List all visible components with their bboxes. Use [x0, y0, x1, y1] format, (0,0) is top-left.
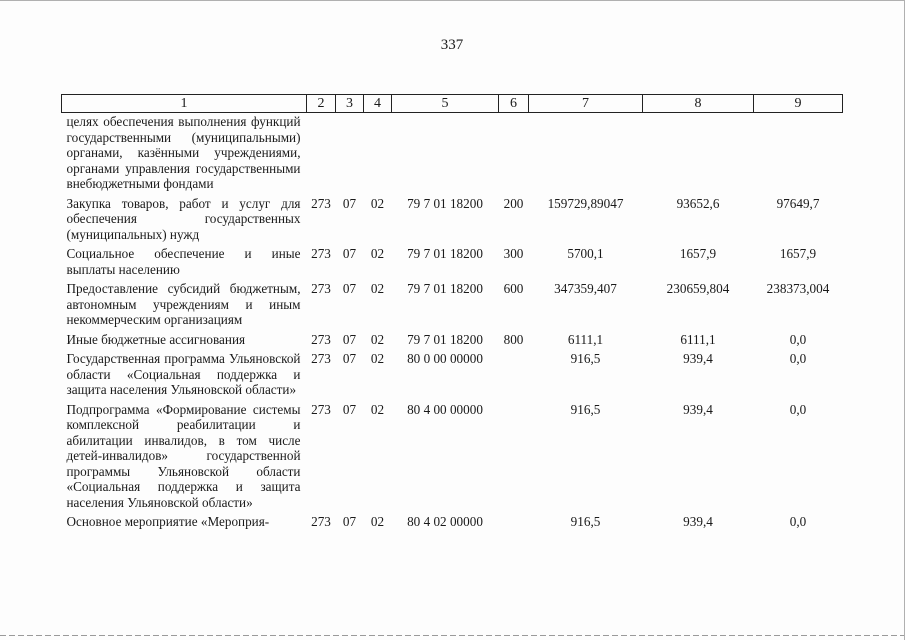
- cell-amount-year1: 916,5: [570, 351, 601, 366]
- row-name: целях обеспечения выполнения функций государственными (муниципальными) органами, казёнными учреждениями, органами управления государственными внебюджетными фондами: [66, 114, 301, 191]
- cell-section: 07: [342, 401, 357, 417]
- cell-expense-type: 600: [503, 281, 524, 296]
- table-row: [62, 113, 843, 195]
- table-header: [62, 95, 843, 113]
- cell-amount-year1: 347359,407: [554, 281, 617, 296]
- cell-expense-type: 200: [503, 195, 524, 211]
- column-header: 7: [529, 95, 643, 113]
- cell-admin-code: 273: [311, 514, 331, 529]
- scan-edge-line: [0, 635, 904, 636]
- cell-admin-code: 273: [311, 281, 331, 296]
- cell-amount-year3: 0,0: [789, 514, 807, 529]
- cell-target-article: [392, 113, 499, 195]
- row-name: Основное мероприятие «Мероприя-: [66, 514, 270, 529]
- cell-subsection: [364, 113, 392, 195]
- cell-admin-code: 273: [311, 351, 331, 366]
- cell-amount-year3: 0,0: [789, 331, 807, 347]
- cell-expense-type: [499, 513, 529, 533]
- cell-expense-type: 300: [503, 246, 524, 261]
- column-header: 8: [643, 95, 754, 113]
- cell-target-article: 80 0 00 00000: [407, 351, 483, 366]
- column-header: 5: [392, 95, 499, 113]
- cell-amount-year1: 159729,89047: [547, 195, 624, 211]
- row-name: Закупка товаров, работ и услуг для обеспечения государственных (муниципальных) нужд: [66, 195, 301, 242]
- table-row: [62, 245, 843, 280]
- cell-amount-year1: 6111,1: [567, 331, 604, 347]
- table-row: [62, 350, 843, 401]
- row-name: Подпрограмма «Формирование системы комплексной реабилитации и абилитации инвалидов, в том числе детей-инвалидов» государственной программы Ульяновской области «Социальная поддержка и защита населения Ульяновской области»: [66, 401, 301, 510]
- cell-admin-code: 273: [311, 195, 331, 211]
- column-header: 4: [364, 95, 392, 113]
- cell-amount-year3: 1657,9: [779, 246, 817, 261]
- cell-amount-year1: 916,5: [570, 514, 601, 529]
- cell-subsection: 02: [370, 246, 385, 261]
- page-number: 337: [440, 37, 464, 53]
- cell-admin-code: 273: [311, 401, 331, 417]
- cell-expense-type: [499, 113, 529, 195]
- cell-subsection: 02: [370, 351, 385, 366]
- cell-target-article: 79 7 01 18200: [407, 331, 483, 347]
- cell-section: 07: [342, 281, 357, 296]
- cell-amount-year2: 939,4: [683, 401, 713, 417]
- cell-section: 07: [342, 246, 357, 261]
- cell-target-article: 80 4 02 00000: [407, 514, 483, 529]
- cell-amount-year2: 6111,1: [680, 331, 716, 347]
- column-header: 1: [62, 95, 307, 113]
- cell-amount-year2: [643, 113, 754, 195]
- budget-table: [61, 94, 843, 533]
- cell-admin-code: [307, 113, 336, 195]
- column-header: 2: [307, 95, 336, 113]
- row-name: Государственная программа Ульяновской области «Социальная поддержка и защита населения Ульяновской области»: [66, 351, 301, 397]
- table-row: [62, 401, 843, 514]
- column-header: 3: [336, 95, 364, 113]
- cell-amount-year2: 93652,6: [676, 195, 720, 211]
- cell-target-article: 80 4 00 00000: [407, 401, 483, 417]
- cell-amount-year3: 238373,004: [766, 281, 830, 296]
- cell-admin-code: 273: [311, 246, 331, 261]
- cell-amount-year3: 97649,7: [776, 195, 820, 211]
- cell-amount-year1: [529, 113, 643, 195]
- cell-amount-year3: 0,0: [789, 401, 807, 417]
- cell-amount-year2: 1657,9: [679, 246, 717, 261]
- row-name: Социальное обеспечение и иные выплаты населению: [66, 246, 301, 277]
- cell-amount-year1: 5700,1: [567, 246, 604, 261]
- cell-target-article: 79 7 01 18200: [407, 195, 483, 211]
- cell-expense-type: 800: [503, 331, 524, 347]
- cell-admin-code: 273: [311, 331, 331, 347]
- cell-amount-year3: 0,0: [789, 351, 807, 366]
- cell-section: 07: [342, 195, 357, 211]
- cell-section: 07: [342, 331, 357, 347]
- cell-section: 07: [342, 514, 357, 529]
- cell-target-article: 79 7 01 18200: [407, 281, 483, 296]
- cell-amount-year3: [754, 113, 843, 195]
- cell-expense-type: [499, 350, 529, 401]
- cell-subsection: 02: [370, 401, 385, 417]
- cell-amount-year2: 939,4: [683, 514, 713, 529]
- cell-subsection: 02: [370, 281, 385, 296]
- column-header: 6: [499, 95, 529, 113]
- column-header: 9: [754, 95, 843, 113]
- row-name: Иные бюджетные ассигнования: [66, 331, 246, 347]
- cell-amount-year2: 939,4: [683, 351, 713, 366]
- table-row: [62, 280, 843, 331]
- table-row: [62, 195, 843, 246]
- cell-amount-year2: 230659,804: [666, 281, 730, 296]
- row-name: Предоставление субсидий бюджетным, автономным учреждениям и иным некоммерческим организациям: [66, 281, 301, 327]
- cell-section: 07: [342, 351, 357, 366]
- cell-subsection: 02: [370, 331, 385, 347]
- cell-subsection: 02: [370, 195, 385, 211]
- cell-subsection: 02: [370, 514, 385, 529]
- cell-amount-year1: 916,5: [570, 401, 601, 417]
- cell-expense-type: [499, 401, 529, 514]
- cell-section: [336, 113, 364, 195]
- cell-target-article: 79 7 01 18200: [407, 246, 483, 261]
- table-row: [62, 513, 843, 533]
- table-row: [62, 331, 843, 351]
